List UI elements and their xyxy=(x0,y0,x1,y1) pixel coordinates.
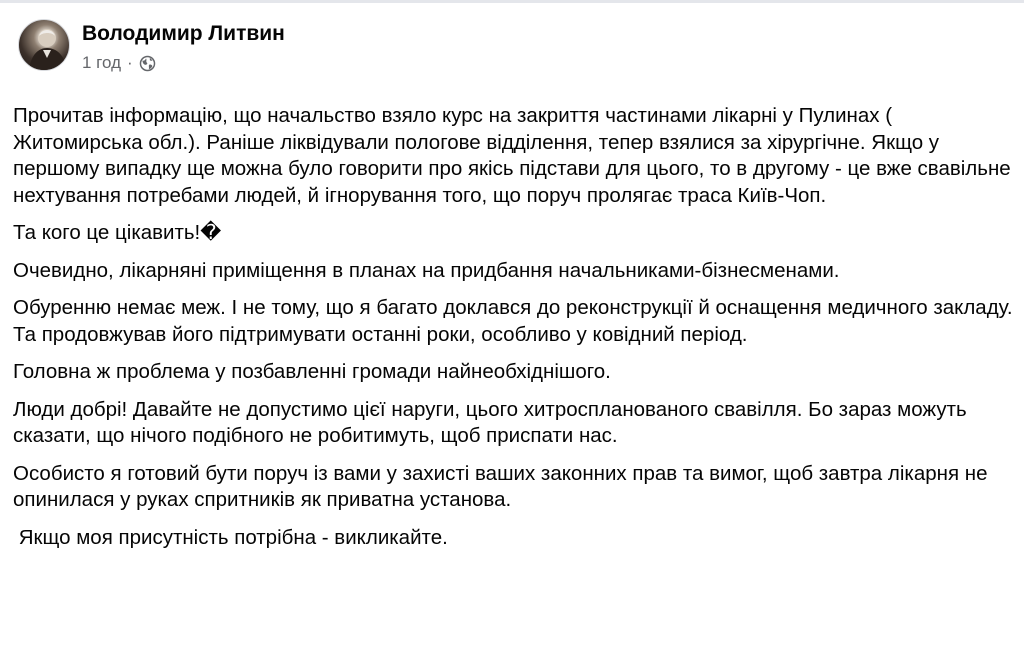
post-text xyxy=(13,103,1019,562)
post-subline xyxy=(82,53,285,73)
profile-photo-icon xyxy=(19,20,69,70)
author-name[interactable]: Володимир Литвин xyxy=(82,22,285,45)
paragraph: Очевидно, лікарняні приміщення в планах на придбання начальниками-бізнесменами. xyxy=(13,258,840,282)
paragraph: Та кого це цікавить!� xyxy=(13,221,222,244)
paragraph: Головна ж проблема у позбавленні громади найнеобхіднішого. xyxy=(13,360,611,383)
post-timestamp[interactable]: 1 год xyxy=(82,53,122,72)
paragraph: Якщо моя присутність потрібна - викликайте. xyxy=(13,525,448,549)
paragraph: Особисто я готовий бути поруч із вами у захисті ваших законних прав та вимог, щоб завтра лікарня не опинилася у руках спритників як приватна установа. xyxy=(13,461,994,511)
paragraph: Люди добрі! Давайте не допустимо цієї наруги, цього хитроспланованого свавілля. Бо зараз можуть сказати, що нічого подібного не робитимуть, щоб приспати нас. xyxy=(13,397,973,447)
post-header xyxy=(18,19,285,73)
author-avatar[interactable] xyxy=(18,19,70,71)
globe-icon[interactable] xyxy=(139,55,156,72)
paragraph: Обуренню немає меж. І не тому, що я багато доклався до реконструкції й оснащення медичного закладу. Та продовжував його підтримувати останні роки, особливо у ковідний період. xyxy=(13,296,1019,346)
separator-dot: · xyxy=(127,53,133,72)
paragraph: Прочитав інформацію, що начальство взяло курс на закриття частинами лікарні у Пулинах ( Житомирська обл.). Раніше ліквідували пологове відділення, тепер взялися за хірургічне. Якщо у першому випадку ще можна було говорити про якісь підстави для цього, то в другому - це вже свавільне нехтування потребами людей, й ігнорування того, що поруч пролягає траса Київ-Чоп. xyxy=(13,104,1017,207)
post-meta xyxy=(82,19,285,73)
